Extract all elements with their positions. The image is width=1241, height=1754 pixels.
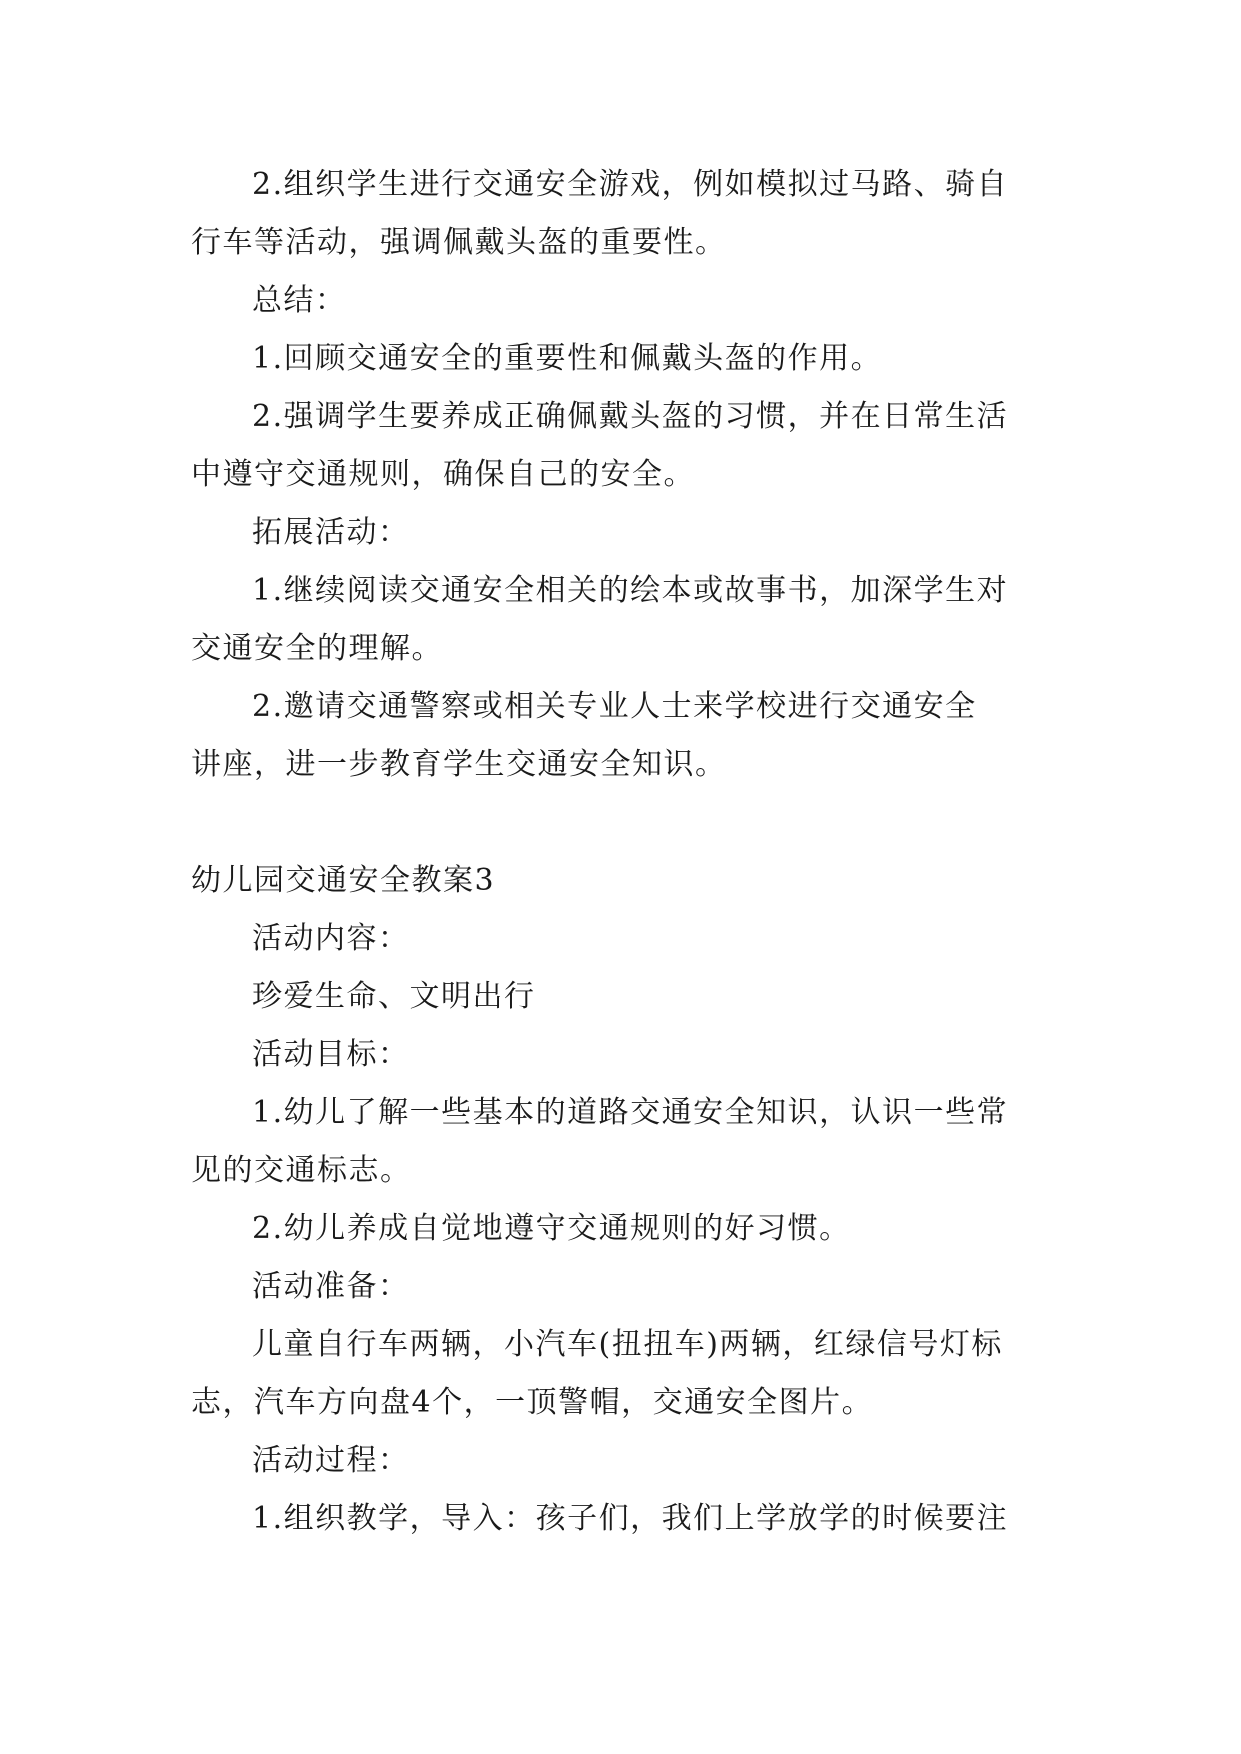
paragraph-line: 2.强调学生要养成正确佩戴头盔的习惯，并在日常生活: [252, 399, 1009, 434]
paragraph-line: 见的交通标志。: [191, 1153, 412, 1188]
section-heading-goals: 活动目标：: [252, 1037, 410, 1072]
paragraph-line: 儿童自行车两辆，小汽车(扭扭车)两辆，红绿信号灯标: [252, 1327, 1003, 1362]
paragraph-line: 2.邀请交通警察或相关专业人士来学校进行交通安全: [252, 689, 977, 724]
paragraph-line: 行车等活动，强调佩戴头盔的重要性。: [191, 225, 727, 260]
section-heading-preparation: 活动准备：: [252, 1269, 410, 1304]
paragraph-line: 2.组织学生进行交通安全游戏，例如模拟过马路、骑自: [252, 167, 1009, 202]
paragraph-line: 交通安全的理解。: [191, 631, 443, 666]
section-heading-summary: 总结：: [252, 283, 347, 318]
paragraph-line: 中遵守交通规则，确保自己的安全。: [191, 457, 695, 492]
section-heading-process: 活动过程：: [252, 1443, 410, 1478]
paragraph-line: 志，汽车方向盘4个，一顶警帽，交通安全图片。: [191, 1385, 874, 1420]
paragraph-line: 1.继续阅读交通安全相关的绘本或故事书，加深学生对: [252, 573, 1009, 608]
paragraph-line: 讲座，进一步教育学生交通安全知识。: [191, 747, 727, 782]
paragraph-line: 1.回顾交通安全的重要性和佩戴头盔的作用。: [252, 341, 883, 376]
section-heading-extension: 拓展活动：: [252, 515, 410, 550]
paragraph-line: 珍爱生命、文明出行: [252, 979, 536, 1014]
paragraph-line: 1.幼儿了解一些基本的道路交通安全知识，认识一些常: [252, 1095, 1009, 1130]
paragraph-line: 2.幼儿养成自觉地遵守交通规则的好习惯。: [252, 1211, 851, 1246]
paragraph-line: 1.组织教学，导入：孩子们，我们上学放学的时候要注: [252, 1501, 1009, 1536]
section-heading-content: 活动内容：: [252, 921, 410, 956]
lesson-title: 幼儿园交通安全教案3: [191, 863, 496, 898]
